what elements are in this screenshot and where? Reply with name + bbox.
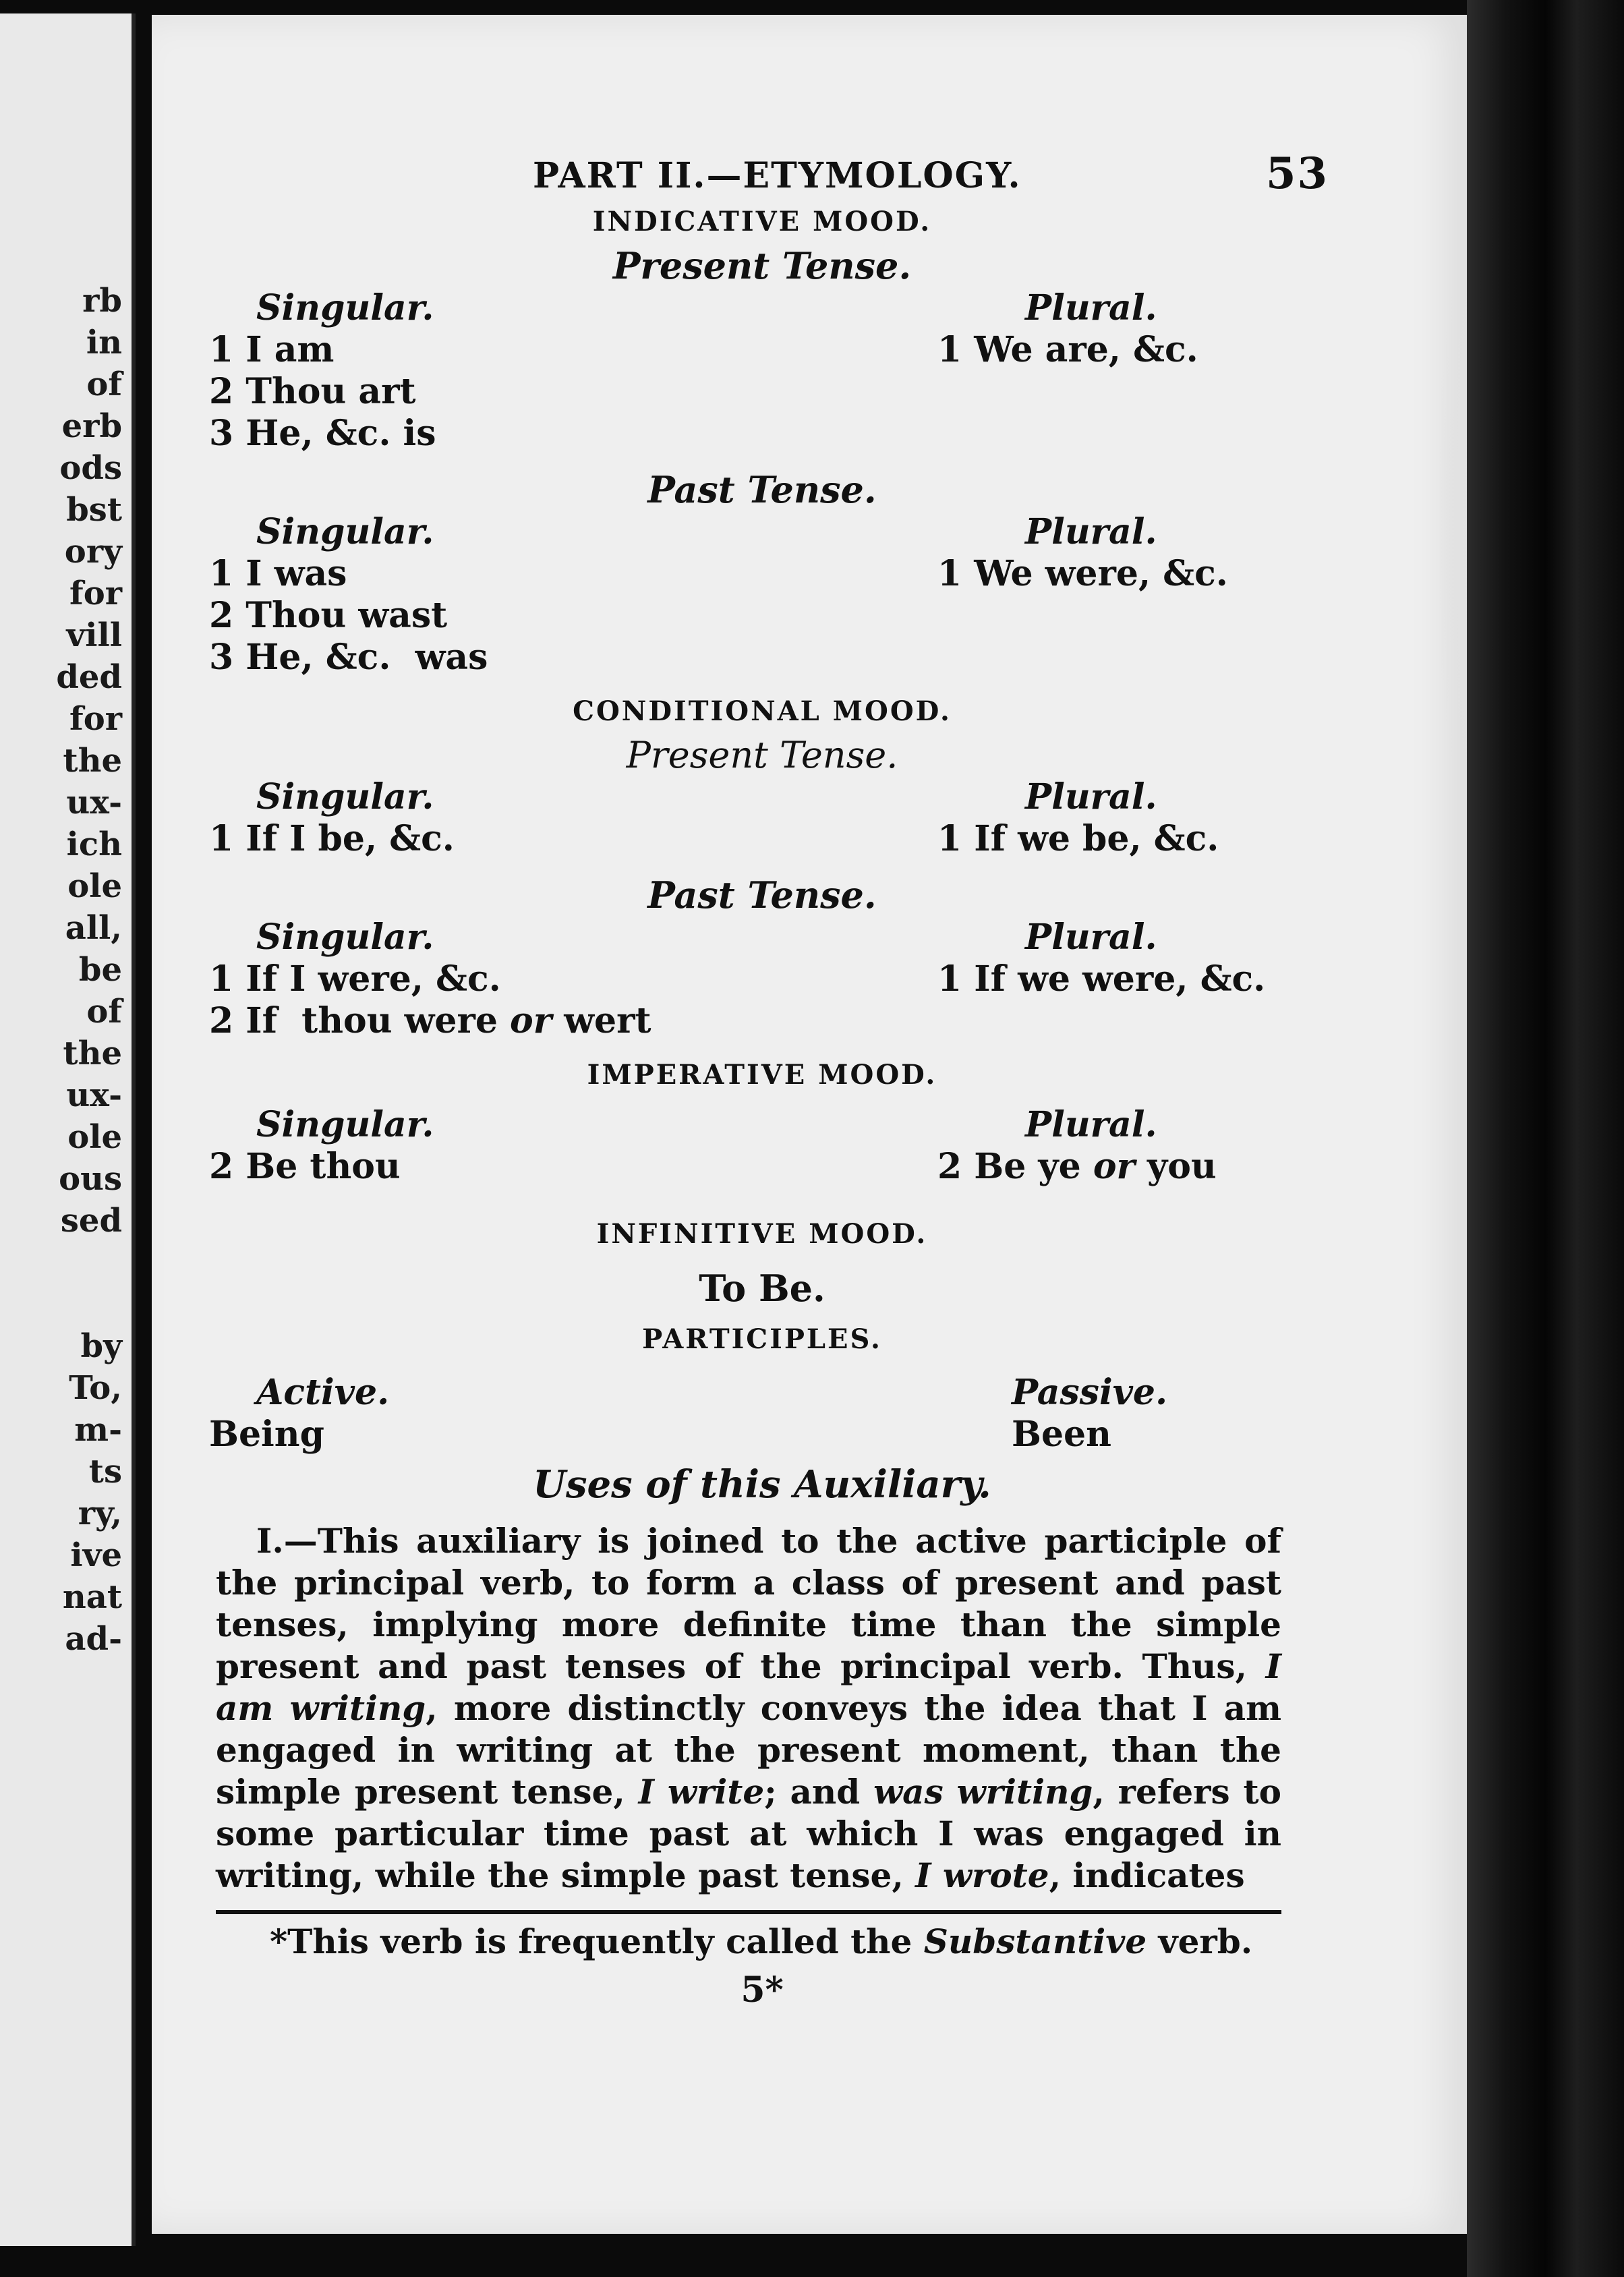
form-line: 1 If we were, &c.: [937, 958, 1266, 1000]
facing-page-fragment: To,: [69, 1369, 122, 1407]
page-number: 53: [1265, 148, 1329, 199]
facing-page-fragment: in: [86, 324, 122, 362]
facing-page-fragment: the: [63, 1035, 122, 1072]
text-run: I.—This auxiliary is joined to the active participle of the principal verb, to form a class of present and past tenses, implying more definite time than the simple present and past tenses of the principal verb. Thus,: [216, 1521, 1281, 1686]
facing-page-fragment: ods: [59, 449, 122, 487]
form-line: 1 If we be, &c.: [937, 818, 1219, 859]
participles-paradigm: [209, 1372, 1315, 1455]
form-line: 2 Thou wast: [209, 595, 448, 636]
facing-page-fragment: of: [86, 366, 122, 403]
footnote: [209, 1921, 1315, 1963]
footnote-rule: [216, 1910, 1281, 1914]
facing-page-fragment: all,: [65, 909, 122, 947]
facing-page-fragment: ad-: [65, 1620, 122, 1658]
facing-page-fragment: for: [69, 700, 122, 738]
facing-page-fragment: sed: [60, 1202, 122, 1240]
singular-label: Singular.: [256, 776, 434, 817]
text-run: , more distinctly conveys the idea that I am engaged in writing at the present moment, than the simple present tense,: [216, 1688, 1281, 1812]
emphasis: I am writing: [216, 1646, 1281, 1728]
form-line: 1 If I were, &c.: [209, 958, 501, 1000]
facing-page-fragment: for: [69, 575, 122, 612]
form-line: 1 I was: [209, 553, 347, 594]
facing-page-fragment: ich: [66, 826, 122, 863]
imperative-paradigm: [209, 1104, 1315, 1188]
facing-page-fragment: ry,: [78, 1495, 122, 1532]
emphasis: Substantive: [923, 1922, 1147, 1961]
facing-page-fragment: be: [78, 951, 122, 989]
form-line: 1 We were, &c.: [937, 553, 1228, 594]
infinitive-form: To Be.: [699, 1267, 825, 1310]
text-run: ; and: [764, 1772, 874, 1812]
emphasis: I wrote: [915, 1855, 1049, 1895]
text-run: verb.: [1147, 1922, 1253, 1961]
facing-page-fragment: ory: [64, 533, 122, 571]
conditional-present-heading: Present Tense.: [626, 734, 898, 776]
text-run: , indicates: [1049, 1855, 1245, 1895]
plural-label: Plural.: [1025, 1104, 1157, 1145]
facing-page-fragment: ole: [67, 1118, 122, 1156]
emphasis: was writing: [873, 1772, 1093, 1812]
singular-label: Singular.: [256, 511, 434, 552]
indicative-past-paradigm: [209, 511, 1315, 679]
facing-page-fragment: the: [63, 742, 122, 780]
uses-paragraph-1: [216, 1520, 1281, 1897]
singular-label: Singular.: [256, 917, 434, 958]
facing-page-fragment: m-: [74, 1411, 122, 1449]
facing-page-fragment: of: [86, 993, 122, 1031]
facing-page-fragment: ux-: [66, 784, 122, 822]
signature-mark: 5*: [741, 1969, 784, 2011]
form-line: 1 I am: [209, 329, 335, 370]
facing-page-fragment: ux-: [66, 1076, 122, 1114]
form-line: 3 He, &c. is: [209, 413, 436, 454]
facing-page-fragment: ts: [88, 1453, 122, 1491]
imperative-mood-heading: IMPERATIVE MOOD.: [587, 1059, 937, 1091]
uses-heading: Uses of this Auxiliary.: [533, 1462, 991, 1507]
indicative-present-paradigm: [209, 287, 1315, 455]
form-line: 2 Be ye or you: [937, 1146, 1217, 1187]
facing-page-fragment: nat: [62, 1578, 122, 1616]
facing-page-text-fragments: [56, 280, 122, 1660]
infinitive-mood-heading: INFINITIVE MOOD.: [596, 1218, 928, 1250]
conditional-mood-heading: CONDITIONAL MOOD.: [573, 695, 952, 727]
conditional-past-paradigm: [209, 917, 1315, 1042]
plural-label: Plural.: [1025, 287, 1157, 328]
form-line: 1 We are, &c.: [937, 329, 1198, 370]
conditional-present-paradigm: [209, 776, 1315, 860]
form-line: 2 Thou art: [209, 371, 416, 412]
facing-page-fragment: ded: [56, 658, 122, 696]
emphasis: I write: [638, 1772, 765, 1812]
passive-label: Passive.: [1012, 1372, 1168, 1413]
singular-label: Singular.: [256, 287, 434, 328]
facing-page-fragment: ive: [70, 1536, 122, 1574]
book-binding: [1467, 0, 1624, 2277]
facing-page-fragment: ole: [67, 867, 122, 905]
plural-label: Plural.: [1025, 917, 1157, 958]
facing-page-fragment: by: [80, 1327, 122, 1365]
indicative-present-heading: Present Tense.: [612, 244, 912, 287]
plural-label: Plural.: [1025, 511, 1157, 552]
facing-page-fragment: bst: [66, 491, 122, 529]
active-form: Being: [209, 1414, 324, 1455]
facing-page-fragment: ous: [59, 1160, 122, 1198]
singular-label: Singular.: [256, 1104, 434, 1145]
participles-heading: PARTICIPLES.: [642, 1323, 882, 1355]
page-header: [209, 108, 1329, 199]
running-title: PART II.—ETYMOLOGY.: [533, 155, 1022, 196]
active-label: Active.: [256, 1372, 390, 1413]
conditional-past-heading: Past Tense.: [647, 873, 877, 917]
text-run: , refers to some particular time past at which I was engaged in writing, while the simple past tense,: [216, 1772, 1281, 1895]
facing-page-fragment: erb: [61, 407, 122, 445]
form-line: 2 If thou were or wert: [209, 1000, 651, 1041]
form-line: 2 Be thou: [209, 1146, 401, 1187]
passive-form: Been: [1012, 1414, 1111, 1455]
indicative-past-heading: Past Tense.: [647, 468, 877, 511]
plural-label: Plural.: [1025, 776, 1157, 817]
facing-page-fragment: rb: [82, 282, 122, 320]
facing-page-fragment: [56, 1242, 122, 1284]
facing-page-fragment: vill: [66, 616, 122, 654]
indicative-mood-heading: INDICATIVE MOOD.: [592, 206, 932, 237]
facing-page-edge: [0, 13, 136, 2246]
form-line: 1 If I be, &c.: [209, 818, 455, 859]
form-line: 3 He, &c. was: [209, 637, 488, 678]
text-run: *This verb is frequently called the: [270, 1922, 924, 1961]
facing-page-fragment: [56, 1284, 122, 1325]
page-content: [209, 108, 1329, 2011]
